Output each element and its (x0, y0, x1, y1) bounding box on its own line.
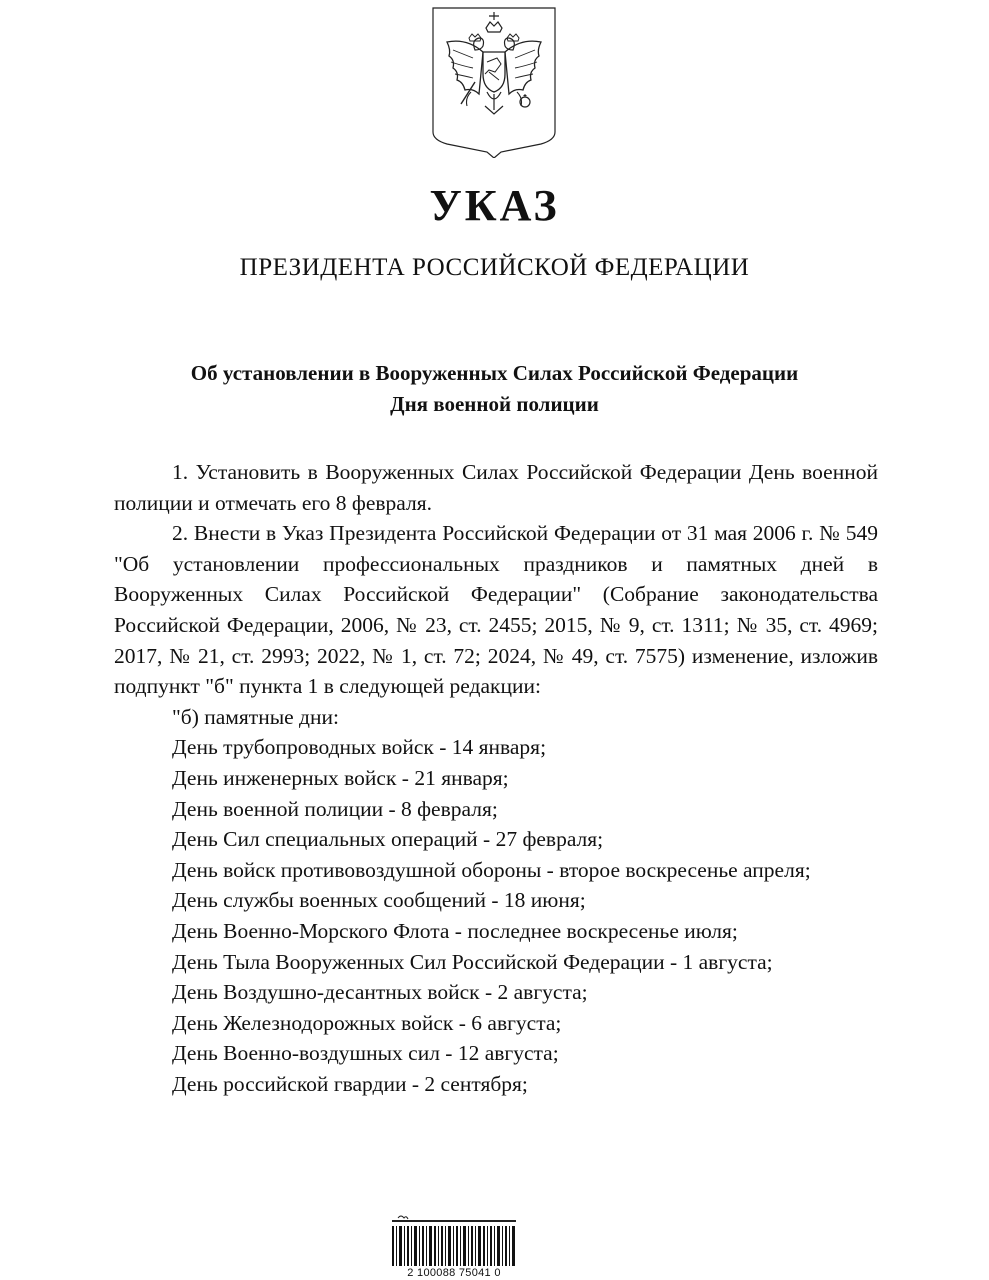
list-item: День военной полиции - 8 февраля; (172, 796, 498, 821)
decree-subtitle: ПРЕЗИДЕНТА РОССИЙСКОЙ ФЕДЕРАЦИИ (239, 254, 750, 281)
list-item: День российской гвардии - 2 сентября; (172, 1071, 528, 1096)
list-item: День Железнодорожных войск - 6 августа; (172, 1010, 562, 1035)
decree-heading (0, 358, 989, 420)
decree-body (114, 457, 878, 1099)
list-item: День службы военных сообщений - 18 июня; (172, 888, 586, 913)
list-item: День Военно-Морского Флота - последнее воскресенье июля; (172, 918, 738, 943)
paragraph-2: 2. Внести в Указ Президента Российской Федерации от 31 мая 2006 г. № 549 "Об установлении профессиональных праздников и памятных дней в Вооруженных Силах Российской Федерации" (Собрание законодательства Российской Федерации, 2006, № 23, ст. 2455; 2015, № 9, ст. 1311; № 35, ст. 4969; 2017, № 21, ст. 2993; 2022, № 1, ст. 72; 2024, № 49, ст. 7575) изменение, изложив подпункт "б" пункта 1 в следующей редакции: (114, 521, 878, 699)
paragraph-1: 1. Установить в Вооруженных Силах Российской Федерации День военной полиции и отмечать его 8 февраля. (114, 460, 878, 515)
list-item: День Тыла Вооруженных Сил Российской Федерации - 1 августа; (172, 949, 773, 974)
decree-heading-line-2: Дня военной полиции (390, 392, 599, 416)
list-item: День Воздушно-десантных войск - 2 августа; (172, 980, 588, 1005)
list-item: День трубопроводных войск - 14 января; (172, 735, 547, 760)
barcode-icon (384, 1212, 524, 1268)
barcode (384, 1212, 524, 1280)
list-item: День инженерных войск - 21 января; (172, 765, 509, 790)
barcode-number: 2 100088 75041 0 (407, 1267, 501, 1279)
decree-title: УКАЗ (429, 181, 560, 230)
list-item: День Военно-воздушных сил - 12 августа; (172, 1041, 559, 1066)
decree-heading-line-1: Об установлении в Вооруженных Силах Российской Федерации (190, 361, 799, 385)
list-intro: "б) памятные дни: (172, 704, 339, 729)
list-item: День войск противовоздушной обороны - второе воскресенье апреля; (172, 857, 811, 882)
russian-coat-of-arms-icon (431, 6, 557, 158)
list-item: День Сил специальных операций - 27 февраля; (172, 827, 604, 852)
